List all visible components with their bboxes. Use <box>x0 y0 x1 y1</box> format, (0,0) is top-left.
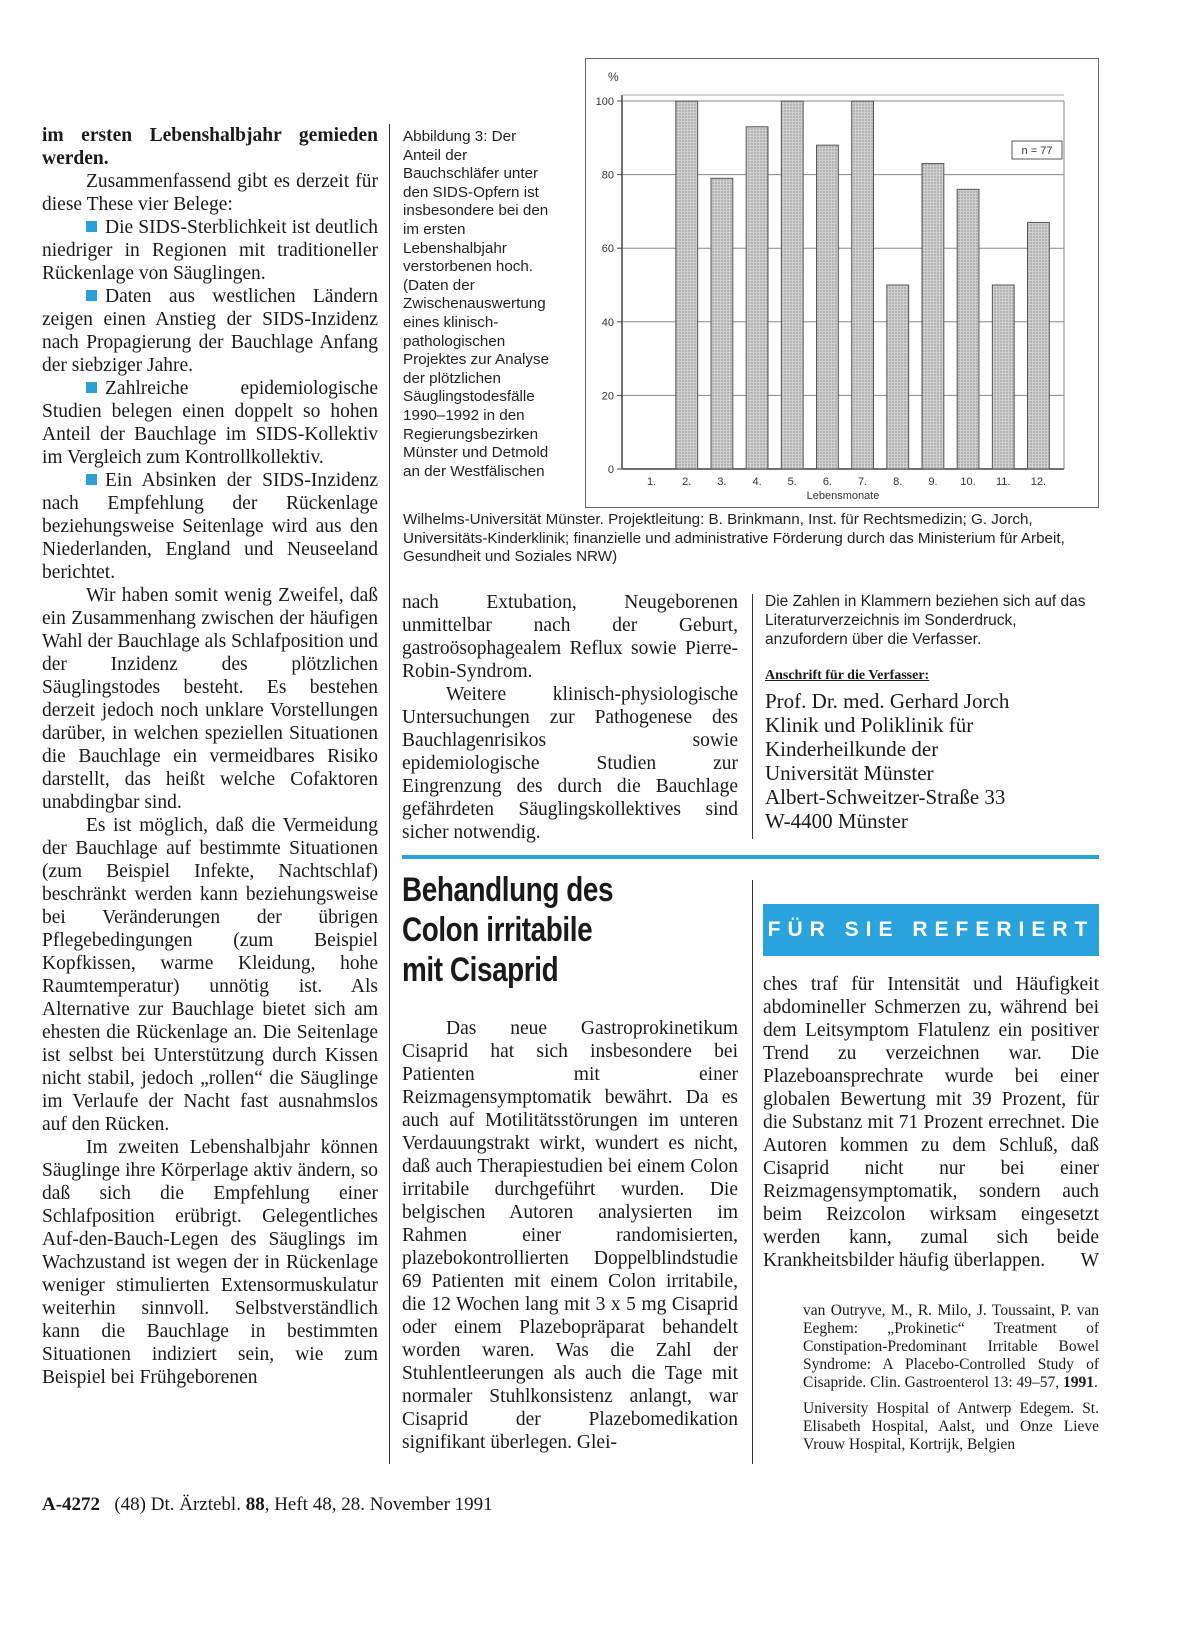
bullet-icon <box>86 290 97 301</box>
bar-month-9 <box>922 164 944 469</box>
address-line: Universität Münster <box>765 761 934 785</box>
bar-month-6 <box>817 145 839 469</box>
column-divider <box>389 124 390 1464</box>
right-column-top <box>765 592 1099 833</box>
x-tick-label: 12. <box>1030 476 1047 488</box>
x-tick-label: 1. <box>646 476 657 488</box>
lead-text: im ersten Lebenshalbjahr gemieden werden. <box>42 125 378 169</box>
y-tick-label: 100 <box>595 96 614 108</box>
x-tick-label: 2. <box>682 476 692 488</box>
x-tick-label: 7. <box>857 476 868 488</box>
bar-month-10 <box>957 189 979 469</box>
column-divider <box>752 594 753 839</box>
bullet-item: Die SIDS-Sterblichkeit ist deutlich niedriger in Regionen mit traditioneller Rückenlage von Säuglingen. <box>42 217 378 284</box>
x-tick-label: 5. <box>787 476 797 488</box>
section-divider <box>402 855 1099 859</box>
bullet-icon <box>86 382 97 393</box>
bullet-icon <box>86 474 97 485</box>
y-tick-label: 80 <box>601 169 614 182</box>
address-line: Klinik und Poliklinik für <box>765 713 974 737</box>
x-tick-label: 3. <box>717 476 727 488</box>
page-number: A-4272 <box>42 1494 101 1515</box>
y-tick-label: 60 <box>601 243 614 256</box>
y-axis-label: % <box>608 70 619 84</box>
reference-affiliation: University Hospital of Antwerp Edegem. St. Elisabeth Hospital, Aalst, und Onze Lieve Vrouw Hospital, Kortrijk, Belgien <box>803 1400 1099 1453</box>
mid-column-top <box>402 591 738 844</box>
bar-month-4 <box>746 127 768 469</box>
bar-chart <box>586 59 1098 507</box>
x-tick-label: 4. <box>752 476 762 488</box>
chart-frame <box>585 58 1099 508</box>
annotation-label: n = 77 <box>1021 145 1053 157</box>
y-tick-label: 20 <box>601 390 614 403</box>
bar-month-5 <box>781 101 803 469</box>
x-tick-label: 8. <box>893 476 903 488</box>
x-tick-label: 9. <box>928 476 938 488</box>
bar-month-12 <box>1028 222 1050 469</box>
bar-month-7 <box>852 101 874 469</box>
reference-block <box>803 1302 1099 1454</box>
address-line: Prof. Dr. med. Gerhard Jorch <box>765 689 1010 713</box>
paragraph: Im zweiten Lebenshalbjahr können Säuglinge ihre Körperlage aktiv ändern, so daß sich die Empfehlung einer Schlafposition erübrigt. Gelegentliches Auf-den-Bauch-Legen des Säuglings im Wachzustand ist wegen der in Rückenlage weniger stimulierten Extensormuskulatur weiterhin sinnvoll. Selbstverständlich kann die Bauchlage in bestimmten Situationen indiziert sein, wie zum Beispiel bei Frühgeborenen <box>42 1137 378 1388</box>
x-tick-label: 10. <box>960 476 976 488</box>
section-banner: FÜR SIE REFERIERT <box>763 904 1099 956</box>
address-line: Kinderheilkunde der <box>765 737 939 761</box>
address-block <box>765 689 1099 833</box>
bullet-item: Ein Absinken der SIDS-Inzidenz nach Empfehlung der Rückenlage beziehungsweise Seitenlage wird aus den Niederlanden, England und Neuseeland berichtet. <box>42 470 378 583</box>
x-tick-label: 11. <box>996 476 1011 488</box>
article-headline: Behandlung des Colon irritabile mit Cisaprid <box>402 871 614 989</box>
y-tick-label: 0 <box>607 464 614 476</box>
address-line: Albert-Schweitzer-Straße 33 <box>765 785 1006 809</box>
article-body-mid: Das neue Gastroprokinetikum Cisaprid hat sich insbesondere bei Patienten mit einer Reizmagensymptomatik bewährt. Da es auch auf Motilitätsstörungen im unteren Verdauungstrakt wirkt, wundert es nicht, daß auch Therapiestudien bei einem Colon irritabile durchgeführt wurden. Die belgischen Autoren analysierten im Rahmen einer randomisierten, plazebokontrollierten Doppelblindstudie 69 Patienten mit einem Colon irritabile, die 12 Wochen lang mit 3 x 5 mg Cisaprid oder einem Plazebopräparat behandelt worden waren. Was die Zahl der Stuhlentleerungen als auch die Tage mit normaler Stuhlkonsistenz anlangt, war Cisaprid der Plazebomedikation signifikant überlegen. Glei- <box>402 1018 738 1453</box>
address-line: W-4400 Münster <box>765 809 908 833</box>
footnote: Die Zahlen in Klammern beziehen sich auf das Literaturverzeichnis im Sonderdruck, anzufordern über die Verfasser. <box>765 593 1086 648</box>
paragraph: Zusammenfassend gibt es derzeit für diese These vier Belege: <box>42 171 378 215</box>
author-signature: W <box>1080 1250 1099 1271</box>
paragraph: Wir haben somit wenig Zweifel, daß ein Zusammenhang zwischen der häufigen Wahl der Bauchlage als Schlafposition und der Inzidenz des plötzlichen Säuglingstodes besteht. Es bestehen derzeit jedoch noch unklare Vorstellungen darüber, in welchen speziellen Situationen die Bauchlage ein vermeidbares Risiko darstellt, das heißt welche Cofaktoren unabdingbar sind. <box>42 585 378 813</box>
paragraph: Weitere klinisch-physiologische Untersuchungen zur Pathogenese des Bauchlagenrisikos sowie epidemiologische Studien zur Eingrenzung des durch die Bauchlage gefährdeten Säuglingskollektives sind sicher notwendig. <box>402 684 738 843</box>
bar-month-2 <box>676 101 698 469</box>
address-heading: Anschrift für die Verfasser: <box>765 668 930 683</box>
x-tick-label: 6. <box>822 476 833 488</box>
paragraph: nach Extubation, Neugeborenen unmittelbar nach der Geburt, gastroösophagealem Reflux sowie Pierre-Robin-Syndrom. <box>402 592 738 682</box>
bullet-item: Zahlreiche epidemiologische Studien belegen einen doppelt so hohen Anteil der Bauchlage im SIDS-Kollektiv im Vergleich zum Kontrollkollektiv. <box>42 378 378 468</box>
y-tick-label: 40 <box>601 316 614 329</box>
bullet-item: Daten aus westlichen Ländern zeigen einen Anstieg der SIDS-Inzidenz nach Propagierung der Bauchlage Anfang der siebziger Jahre. <box>42 286 378 376</box>
paragraph: Es ist möglich, daß die Vermeidung der Bauchlage auf bestimmte Situationen (zum Beispiel Infekte, Nachtschlaf) beschränkt werden kann beziehungsweise bei Veränderungen der übrigen Pflegebedingungen (zum Beispiel Kopfkissen, warme Kleidung, hohe Raumtemperatur) unnötig ist. Als Alternative zur Bauchlage bietet sich am ehesten die Rückenlage an. Die Seitenlage ist selbst bei Unterstützung durch Kissen nicht stabil, jedoch „rollen“ die Säuglinge im Verlaufe der Nacht fast ausnahmslos auf den Rücken. <box>42 815 378 1135</box>
left-column <box>42 124 378 1389</box>
bar-month-8 <box>887 285 909 469</box>
bar-month-3 <box>711 178 733 469</box>
figure-caption-bottom: Wilhelms-Universität Münster. Projektleitung: B. Brinkmann, Inst. für Rechtsmedizin; G. Jorch, Universitäts-Kinderklinik; finanzielle und administrative Förderung durch das Ministerium für Arbeit, Gesundheit und Soziales NRW) <box>403 511 1065 566</box>
page-footer: A-4272 (48) Dt. Ärztebl. 88, Heft 48, 28. November 1991 <box>42 1494 493 1515</box>
reference: van Outryve, M., R. Milo, J. Toussaint, P. van Eeghem: „Prokinetic“ Treatment of Constipation-Predominant Irritable Bowel Syndrome: A Placebo-Controlled Study of Cisapride. Clin. Gastroenterol 13: 49–57, 1991. <box>803 1302 1099 1391</box>
article-body-right: ches traf für Intensität und Häufigkeit abdomineller Schmerzen zu, während bei dem Leitsymptom Flatulenz ein positiver Trend zu verzeichnen war. Die Plazeboansprechrate wurde bei einer globalen Bewertung mit 39 Prozent, für die Substanz mit 71 Prozent errechnet. Die Autoren kommen zu dem Schluß, daß Cisaprid nicht nur bei einer Reizmagensymptomatik, sondern auch beim Reizcolon wirksam eingesetzt werden kann, zumal sich beide Krankheitsbilder häufig überlappen. W <box>763 974 1099 1271</box>
figure-caption-side: Abbildung 3: Der Anteil der Bauchschläfer unter den SIDS-Opfern ist insbesondere bei den im ersten Lebenshalbjahr verstorbenen hoch. (Daten der Zwischenauswertung eines klinisch-pathologischen Projektes zur Analyse der plötzlichen Säuglingstodesfälle 1990–1992 in den Regierungsbezirken Münster und Detmold an der Westfälischen <box>403 128 550 480</box>
column-divider <box>752 880 753 1464</box>
x-axis-label: Lebensmonate <box>806 490 880 502</box>
bar-month-11 <box>992 285 1014 469</box>
bullet-icon <box>86 221 97 232</box>
